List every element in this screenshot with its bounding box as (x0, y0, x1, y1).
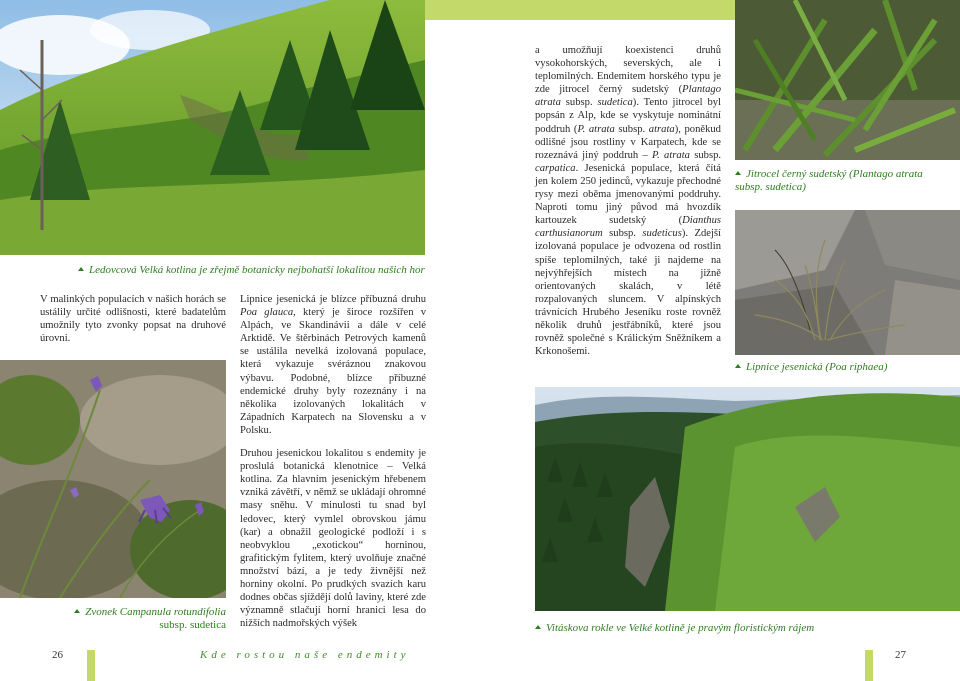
caption-poa: Lipnice jesenická (Poa riphaea) (735, 361, 960, 374)
page-number-left: 26 (52, 649, 63, 661)
text-run: subsp. (689, 149, 722, 161)
text-run: subsp. (602, 228, 643, 240)
italic-taxon: Plantago atrata (535, 84, 721, 109)
left-column-text (240, 293, 426, 630)
text-run: ). Zdejší izolovaná populace je odvozena od rostlin spíše teplomilných, také ji najdeme na nejvýhřejších místech na jižně orientovaných skalách, v létě rozpalovaných sluncem. V alpínských trávnících Hrubého Jeseníku roste rovněž několik druhů jestřábníků, které jsou rovněž společné s Králickým Sněžníkem a Krkonošemi. (535, 228, 721, 358)
caption-vitaskova-rokle: Vitáskova rokle ve Velké kotlině je pravým floristickým rájem (535, 622, 960, 635)
page-number-right: 27 (895, 649, 906, 661)
caption-marker-icon (74, 609, 80, 613)
caption-marker-icon (535, 625, 541, 629)
italic-taxon: sudetica (597, 97, 633, 109)
paragraph-velka-kotlina: Druhou jesenickou lokalitou s endemity je proslulá botanická klenotnice – Velká kotlina. Za hlavním jesenickým hřebenem vzniká závětří, v němž se ukládají ohromné masy sněhu. V minulosti tu snad byl ledovec, který vymlel obrovskou jámu (kar) a obnažil geologické podloží i s neobvyklou „exotickou“ horninou, grafitickým fylitem, který uvolňuje značné množství bází, a je tedy živnější než horniny okolní. Po prudkých svazích karu dodnes občas sjíždějí dolů laviny, které zde významně stlačují horní hranici lesa do nižších nadmořských výšek (240, 448, 426, 630)
text-run: subsp. (560, 97, 598, 109)
italic-taxon: Dianthus carthusianorum (535, 215, 721, 240)
text-run: ), poněkud odlišné jsou rostliny v Karpatech, kde se rozeznává jiný poddruh – (535, 123, 721, 161)
right-column-text (535, 44, 721, 358)
running-footer-title: Kde rostou naše endemity (200, 649, 410, 661)
italic-taxon: sudeticus (642, 228, 682, 240)
italic-taxon: atrata (648, 123, 675, 135)
photo-vitaskova-rokle (535, 387, 960, 611)
footer-bar-left (87, 650, 95, 681)
top-accent-bar (425, 0, 735, 20)
text-run: a umožňují koexistenci druhů vysokohorských, severských, ale i teplomilných. Endemitem horského typu je zde jitrocel černý sudetský ( (535, 45, 721, 96)
caption-marker-icon (735, 171, 741, 175)
text-run: . Jesenická populace, která čítá jen kolem 250 jedinců, vykazuje přechodné rysy mezi oběma jmenovanými poddruhy. Naproti tomu jiný původ má hvozdík kartouzek sudetský ( (535, 162, 721, 227)
caption-plantago: Jitrocel černý sudetský (Plantago atrata subsp. sudetica) (735, 168, 923, 194)
paragraph-plantago (535, 44, 721, 358)
italic-taxon: carpatica (535, 162, 576, 174)
intro-paragraph: V malinkých populacích v našich horách se ustálily určité odlišnosti, které badatelům umožnily tyto zvonky popsat na druhové úrovni. (40, 294, 226, 345)
caption-bellflower: Zvonek Campanula rotundifolia subsp. sudetica (60, 606, 226, 633)
caption-velka-kotlina: Ledovcová Velká kotlina je zřejmě botanicky nejbohatší lokalitou našich hor (78, 264, 438, 277)
text-run: ). Tento jitrocel byl popsán z Alp, kde se vyskytuje nominátní poddruh ( (535, 97, 721, 135)
text-run: subsp. (614, 123, 649, 135)
italic-taxon: P. atrata (652, 149, 690, 161)
photo-campanula-bellflower (0, 360, 226, 598)
caption-marker-icon (735, 364, 741, 368)
italic-taxon: P. atrata (577, 123, 615, 135)
paragraph-poa: Lipnice jesenická je blízce příbuzná druhu Poa glauca, který je široce rozšířen v Alpách, ve Skandinávii a dále v celé Arktidě. Ve štěrbinách Petrových kamenů se ustálila nevelká izolovaná populace, která vykazuje svéráznou znakovou výbavu. Podobné, blízce příbuzné endemické druhy byly rozeznány i na několika izolovaných lokalitách v Západních Karpatech na Slovensku a v Polsku. (240, 294, 427, 436)
footer-bar-right (865, 650, 873, 681)
photo-plantago-atrata (735, 0, 960, 160)
photo-poa-riphaea (735, 210, 960, 355)
caption-marker-icon (78, 267, 84, 271)
photo-velka-kotlina-meadow (0, 0, 425, 255)
